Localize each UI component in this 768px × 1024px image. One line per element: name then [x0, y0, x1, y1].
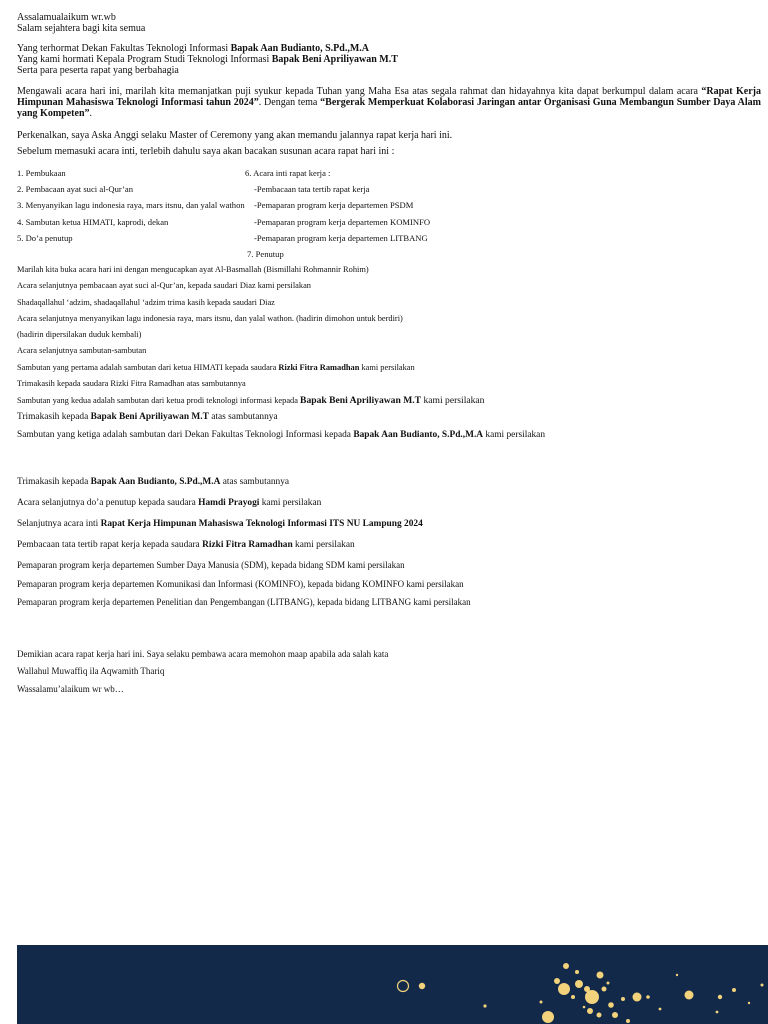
agenda-subitem: -Pemaparan program kerja departemen PSDM: [254, 200, 414, 211]
closing-lines: [17, 649, 761, 702]
agenda-subitem: -Pemaparan program kerja departemen KOMINFO: [254, 216, 431, 227]
agenda-item: 5. Do’a penutup: [17, 232, 73, 243]
program-line: Pemaparan program kerja departemen Komunikasi dan Informasi (KOMINFO), kepada bidang KOMINFO kami persilakan: [17, 578, 464, 589]
event-theme: “Bergerak Memperkuat Kolaborasi Jaringan antar Organisasi Guna Membangun Sumber Daya Alam yang Kompeten”: [17, 97, 761, 119]
address-dean: Yang terhormat Dekan Fakultas Teknologi Informasi Bapak Aan Budianto, S.Pd.,M.A: [17, 43, 370, 54]
event-name: “Rapat Kerja Himpunan Mahasiswa Teknologi Informasi tahun 2024”: [17, 86, 761, 108]
thanks-3-line: Trimakasih kepada Bapak Aan Budianto, S.Pd.,M.A atas sambutannya: [17, 477, 290, 488]
decorative-banner: [17, 945, 768, 1024]
speech-1-line: Sambutan yang pertama adalah sambutan dari ketua HIMATI kepada saudara Rizki Fitra Ramadhan kami persilakan: [17, 362, 415, 372]
rules-line: Pembacaan tata tertib rapat kerja kepada saudara Rizki Fitra Ramadhan kami persilakan: [17, 540, 355, 551]
agenda-subitem: -Pemaparan program kerja departemen LITBANG: [254, 232, 428, 243]
agenda-left-column: [17, 168, 245, 249]
agenda-item: 6. Acara inti rapat kerja :: [245, 168, 331, 178]
closing-line: Wallahul Muwaffiq ila Aqwamith Thariq: [17, 666, 165, 677]
intro-paragraph: Perkenalkan, saya Aska Anggi selaku Master of Ceremony yang akan memandu jalannya rapat kerja hari ini.: [17, 130, 453, 141]
agenda-item: 2. Pembacaan ayat suci al-Qur’an: [17, 184, 134, 195]
closing-line: Wassalamu’alaikum wr wb…: [17, 683, 124, 694]
agenda-item: 4. Sambutan ketua HIMATI, kaprodi, dekan: [17, 216, 169, 227]
greeting-line-2: Salam sejahtera bagi kita semua: [17, 23, 146, 34]
greeting-line-1: Assalamualaikum wr.wb: [17, 12, 116, 23]
script-line: Marilah kita buka acara hari ini dengan mengucapkan ayat Al-Basmallah (Bismillahi Rohmannir Rohim): [17, 265, 369, 274]
thanks-2-line: Trimakasih kepada Bapak Beni Apriliyawan M.T atas sambutannya: [17, 412, 278, 423]
script-line: (hadirin dipersilakan duduk kembali): [17, 330, 142, 340]
closing-sequence: [17, 477, 761, 616]
speech-lines: [17, 412, 761, 447]
script-line: Shadaqallahul ‘adzim, shadaqallahul ‘adzim trima kasih kepada saudari Diaz: [17, 297, 275, 307]
agenda-subitem: -Pembacaan tata tertib rapat kerja: [254, 184, 370, 195]
document-body: [17, 12, 761, 701]
script-line: Acara selanjutnya pembacaan ayat suci al-Qur’an, kepada saudari Diaz kami persilakan: [17, 281, 311, 291]
head-name: Bapak Beni Apriliyawan M.T: [271, 54, 398, 65]
script-line: Acara selanjutnya sambutan-sambutan: [17, 346, 147, 356]
closing-line: Demikian acara rapat kerja hari ini. Saya selaku pembawa acara memohon maap apabila ada salah kata: [17, 648, 389, 659]
opening-paragraph: Mengawali acara hari ini, marilah kita memanjatkan puji syukur kepada Tuhan yang Maha Esa atas segala rahmat dan hidayahnya kita dapat berkumpul dalam acara “Rapat Kerja Himpunan Mahasiswa Teknologi Informasi tahun 2024”. Dengan tema “Bergerak Memperkuat Kolaborasi Jaringan antar Organisasi Guna Membangun Sumber Daya Alam yang Kompeten”.: [17, 86, 761, 119]
speech-2-line: Sambutan yang kedua adalah sambutan dari ketua prodi teknologi informasi kepada Bapak Beni Apriliyawan M.T kami persilakan: [17, 395, 485, 407]
agenda-list: [17, 168, 761, 264]
agenda-item: 1. Pembukaan: [17, 168, 66, 178]
thanks-1-line: Trimakasih kepada saudara Rizki Fitra Ramadhan atas sambutannya: [17, 379, 246, 389]
prayer-line: Acara selanjutnya do’a penutup kepada saudara Hamdi Prayogi kami persilakan: [17, 498, 322, 509]
agenda-item: 3. Menyanyikan lagu indonesia raya, mars itsnu, dan yalal wathon: [17, 200, 245, 211]
speech-3-line: Sambutan yang ketiga adalah sambutan dari Dekan Fakultas Teknologi Informasi kepada Bapak Aan Budianto, S.Pd.,M.A kami persilakan: [17, 429, 546, 440]
agenda-right-column: [245, 168, 545, 265]
dean-name: Bapak Aan Budianto, S.Pd.,M.A: [230, 43, 370, 54]
gold-splatter-decoration: [17, 945, 768, 1024]
program-line: Pemaparan program kerja departemen Penelitian dan Pengembangan (LITBANG), kepada bidang LITBANG kami persilakan: [17, 597, 471, 608]
script-lines: [17, 265, 761, 412]
address-head: Yang kami hormati Kepala Program Studi Teknologi Informasi Bapak Beni Apriliyawan M.T: [17, 54, 398, 65]
program-line: Pemaparan program kerja departemen Sumber Daya Manusia (SDM), kepada bidang SDM kami persilakan: [17, 560, 405, 571]
core-event-line: Selanjutnya acara inti Rapat Kerja Himpunan Mahasiswa Teknologi Informasi ITS NU Lampung 2024: [17, 519, 423, 530]
agenda-item: 7. Penutup: [247, 248, 284, 259]
agenda-intro: Sebelum memasuki acara inti, terlebih dahulu saya akan bacakan susunan acara rapat hari ini :: [17, 146, 395, 157]
address-participants: Serta para peserta rapat yang berbahagia: [17, 65, 179, 76]
script-line: Acara selanjutnya menyanyikan lagu indonesia raya, mars itsnu, dan yalal wathon. (hadirin dimohon untuk berdiri): [17, 313, 403, 323]
